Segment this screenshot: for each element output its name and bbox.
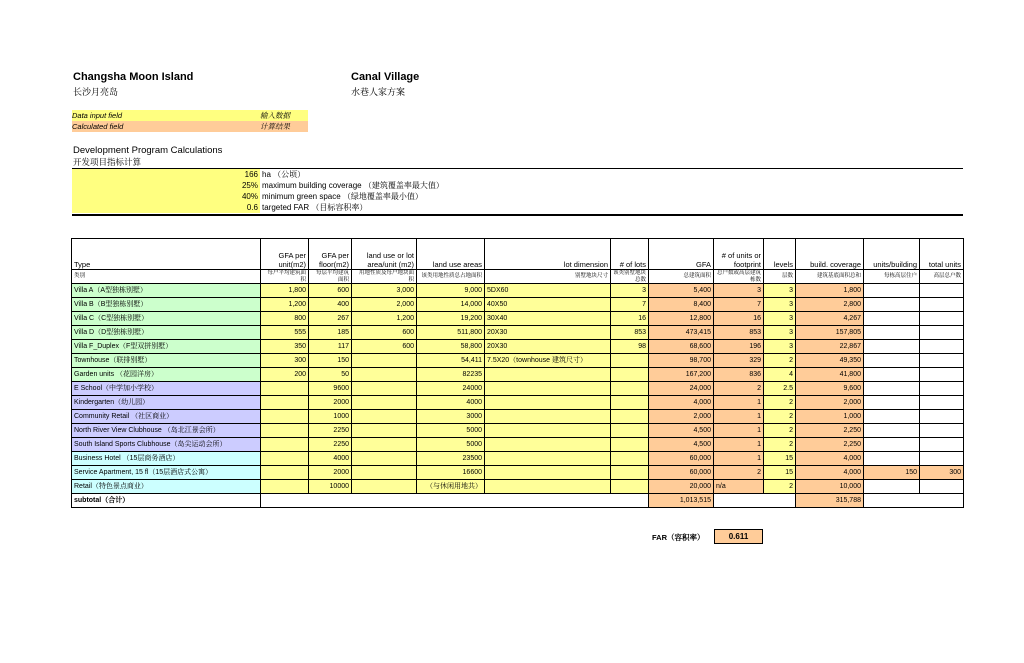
lot-count[interactable]: 853 [611, 326, 649, 340]
table-row [72, 326, 964, 340]
far-value: 0.611 [714, 529, 763, 544]
lot-dimension[interactable]: 5DX60 [485, 284, 611, 298]
build-coverage[interactable]: 4,000 [796, 466, 864, 480]
total-units[interactable] [920, 326, 964, 340]
row-type[interactable]: South Island Sports Clubhouse（岛尖运动会所） [72, 438, 261, 452]
divider-bottom [72, 214, 963, 216]
lot-count[interactable] [611, 466, 649, 480]
col-header: total units [920, 239, 964, 270]
units-per-building[interactable] [864, 298, 920, 312]
lot-area[interactable] [352, 452, 417, 466]
total-units[interactable] [920, 382, 964, 396]
lot-area[interactable] [352, 382, 417, 396]
col-header-cn: 层数 [764, 270, 796, 284]
col-header: GFA per unit(m2) [261, 239, 309, 270]
col-header: land use areas [417, 239, 485, 270]
lot-dimension[interactable]: 7.5X20（townhouse 建筑尺寸） [485, 354, 611, 368]
subtotal-label: subtotal（合计） [72, 494, 261, 508]
gfa-per-floor[interactable]: 2000 [309, 396, 352, 410]
row-type[interactable]: Villa C（C型独栋别墅） [72, 312, 261, 326]
unit-count[interactable]: 329 [714, 354, 764, 368]
lot-dimension[interactable] [485, 424, 611, 438]
total-units[interactable] [920, 368, 964, 382]
col-header: land use or lot area/unit (m2) [352, 239, 417, 270]
land-use-area[interactable]: 9,000 [417, 284, 485, 298]
col-header-cn: 建筑基底面积总和 [796, 270, 864, 284]
col-header: levels [764, 239, 796, 270]
lot-area[interactable]: 1,200 [352, 312, 417, 326]
levels[interactable]: 2 [764, 354, 796, 368]
build-coverage[interactable]: 2,000 [796, 396, 864, 410]
lot-area[interactable] [352, 480, 417, 494]
land-use-area[interactable]: 511,800 [417, 326, 485, 340]
table-row [72, 438, 964, 452]
land-use-area[interactable]: （与休闲用地共） [417, 480, 485, 494]
gfa-per-floor[interactable]: 117 [309, 340, 352, 354]
gfa[interactable]: 12,800 [649, 312, 714, 326]
gfa[interactable]: 167,200 [649, 368, 714, 382]
param-label: minimum green space （绿地覆盖率最小值） [262, 192, 423, 201]
lot-count[interactable]: 7 [611, 298, 649, 312]
build-coverage[interactable]: 1,800 [796, 284, 864, 298]
legend-calculated-label: Calculated field [72, 122, 124, 131]
table-row [72, 480, 964, 494]
row-type[interactable]: Community Retail （社区商业） [72, 410, 261, 424]
lot-area[interactable] [352, 466, 417, 480]
lot-dimension[interactable]: 20X30 [485, 326, 611, 340]
table-row [72, 340, 964, 354]
total-units[interactable] [920, 424, 964, 438]
param-label: ha （公顷） [262, 170, 306, 179]
gfa[interactable]: 5,400 [649, 284, 714, 298]
scheme-title-cn: 水巷人家方案 [351, 87, 406, 97]
units-per-building[interactable] [864, 368, 920, 382]
lot-count[interactable]: 3 [611, 284, 649, 298]
gfa-per-unit[interactable] [261, 452, 309, 466]
build-coverage[interactable]: 9,600 [796, 382, 864, 396]
lot-count[interactable] [611, 438, 649, 452]
legend-input [72, 110, 308, 121]
section-title-cn: 开发项目指标计算 [73, 157, 142, 167]
param-value[interactable]: 25% [72, 180, 260, 191]
param-site-area [72, 169, 963, 180]
land-use-area[interactable]: 19,200 [417, 312, 485, 326]
row-type[interactable]: Villa A（A型独栋别墅） [72, 284, 261, 298]
lot-count[interactable] [611, 480, 649, 494]
gfa-per-unit[interactable] [261, 382, 309, 396]
land-use-area[interactable]: 3000 [417, 410, 485, 424]
lot-area[interactable] [352, 424, 417, 438]
gfa-per-floor[interactable]: 1000 [309, 410, 352, 424]
levels[interactable]: 2.5 [764, 382, 796, 396]
gfa[interactable]: 4,500 [649, 424, 714, 438]
gfa[interactable]: 98,700 [649, 354, 714, 368]
row-type[interactable]: Retail（特色景点商业） [72, 480, 261, 494]
row-type[interactable]: Kindergarten（幼儿园） [72, 396, 261, 410]
subtotal-blank [261, 494, 649, 508]
levels[interactable]: 3 [764, 326, 796, 340]
legend-input-label: Data input field [72, 111, 123, 120]
build-coverage[interactable]: 22,867 [796, 340, 864, 354]
gfa-per-unit[interactable] [261, 466, 309, 480]
total-units[interactable]: 300 [920, 466, 964, 480]
gfa[interactable]: 2,000 [649, 410, 714, 424]
land-use-area[interactable]: 24000 [417, 382, 485, 396]
row-type[interactable]: Villa D（D型独栋别墅） [72, 326, 261, 340]
col-header-cn: 每户平均建筑面积 [261, 270, 309, 284]
gfa-per-unit[interactable]: 300 [261, 354, 309, 368]
header-row [72, 239, 964, 270]
table-row [72, 368, 964, 382]
unit-count[interactable]: n/a [714, 480, 764, 494]
total-units[interactable] [920, 284, 964, 298]
param-green-space [72, 191, 963, 202]
gfa-per-unit[interactable]: 555 [261, 326, 309, 340]
unit-count[interactable]: 16 [714, 312, 764, 326]
unit-count[interactable]: 2 [714, 466, 764, 480]
table-row [72, 382, 964, 396]
gfa[interactable]: 8,400 [649, 298, 714, 312]
gfa-per-floor[interactable]: 185 [309, 326, 352, 340]
gfa-per-floor[interactable]: 50 [309, 368, 352, 382]
levels[interactable]: 2 [764, 396, 796, 410]
table-row [72, 312, 964, 326]
legend-calculated-cn: 计算结果 [260, 122, 290, 131]
gfa[interactable]: 473,415 [649, 326, 714, 340]
levels[interactable]: 3 [764, 312, 796, 326]
units-per-building[interactable] [864, 480, 920, 494]
param-far [72, 202, 963, 213]
param-value[interactable]: 0.6 [72, 202, 260, 213]
lot-area[interactable] [352, 354, 417, 368]
unit-count[interactable]: 2 [714, 382, 764, 396]
col-header-cn: 高层总户数 [920, 270, 964, 284]
table-row [72, 298, 964, 312]
param-value[interactable]: 166 [72, 169, 260, 180]
gfa-per-unit[interactable]: 800 [261, 312, 309, 326]
col-header: GFA per floor(m2) [309, 239, 352, 270]
lot-area[interactable]: 600 [352, 340, 417, 354]
subtotal-blank [864, 494, 964, 508]
levels[interactable]: 3 [764, 340, 796, 354]
col-header: units/building [864, 239, 920, 270]
land-use-area[interactable]: 54,411 [417, 354, 485, 368]
table-row [72, 452, 964, 466]
col-header: lot dimension [485, 239, 611, 270]
levels[interactable]: 15 [764, 466, 796, 480]
gfa[interactable]: 24,000 [649, 382, 714, 396]
param-label: maximum building coverage （建筑覆盖率最大值） [262, 181, 444, 190]
gfa-per-unit[interactable]: 200 [261, 368, 309, 382]
gfa-per-floor[interactable]: 150 [309, 354, 352, 368]
section-title: Development Program Calculations [73, 145, 223, 156]
row-type[interactable]: Garden units （花园洋房） [72, 368, 261, 382]
total-units[interactable] [920, 312, 964, 326]
units-per-building[interactable] [864, 340, 920, 354]
gfa[interactable]: 20,000 [649, 480, 714, 494]
gfa-per-unit[interactable]: 350 [261, 340, 309, 354]
units-per-building[interactable] [864, 452, 920, 466]
table-row [72, 396, 964, 410]
units-per-building[interactable] [864, 284, 920, 298]
unit-count[interactable]: 1 [714, 396, 764, 410]
unit-count[interactable]: 1 [714, 438, 764, 452]
col-header: # of units or footprint [714, 239, 764, 270]
levels[interactable]: 4 [764, 368, 796, 382]
build-coverage[interactable]: 10,000 [796, 480, 864, 494]
lot-dimension[interactable]: 40X50 [485, 298, 611, 312]
gfa-per-floor[interactable]: 10000 [309, 480, 352, 494]
row-type[interactable]: Business Hotel （15层商务酒店） [72, 452, 261, 466]
total-units[interactable] [920, 340, 964, 354]
unit-count[interactable]: 196 [714, 340, 764, 354]
row-type[interactable]: E School（中学加小学校） [72, 382, 261, 396]
lot-area[interactable]: 600 [352, 326, 417, 340]
gfa-per-unit[interactable]: 1,800 [261, 284, 309, 298]
col-header: # of lots [611, 239, 649, 270]
units-per-building[interactable] [864, 382, 920, 396]
build-coverage[interactable]: 1,000 [796, 410, 864, 424]
levels[interactable]: 3 [764, 284, 796, 298]
lot-area[interactable] [352, 410, 417, 424]
col-header-cn: 用地性质及每户地块面积 [352, 270, 417, 284]
col-header-cn: 总户数或高层建筑栋数 [714, 270, 764, 284]
gfa-per-floor[interactable]: 2000 [309, 466, 352, 480]
col-header-cn: 总建筑面积 [649, 270, 714, 284]
table-row [72, 284, 964, 298]
lot-count[interactable] [611, 354, 649, 368]
build-coverage[interactable]: 4,000 [796, 452, 864, 466]
land-use-area[interactable]: 23500 [417, 452, 485, 466]
col-header-cn: 每层平均建筑面积 [309, 270, 352, 284]
gfa-per-unit[interactable] [261, 410, 309, 424]
levels[interactable]: 3 [764, 298, 796, 312]
land-use-area[interactable]: 58,800 [417, 340, 485, 354]
lot-count[interactable] [611, 424, 649, 438]
lot-dimension[interactable]: 30X40 [485, 312, 611, 326]
far-label: FAR（容积率） [652, 533, 705, 542]
levels[interactable]: 2 [764, 410, 796, 424]
unit-count[interactable]: 853 [714, 326, 764, 340]
table-row [72, 410, 964, 424]
gfa-per-floor[interactable]: 400 [309, 298, 352, 312]
gfa-per-floor[interactable]: 4000 [309, 452, 352, 466]
param-label: targeted FAR （目标容积率） [262, 203, 368, 212]
param-value[interactable]: 40% [72, 191, 260, 202]
unit-count[interactable]: 836 [714, 368, 764, 382]
land-use-area[interactable]: 4000 [417, 396, 485, 410]
lot-dimension[interactable] [485, 466, 611, 480]
levels[interactable]: 2 [764, 424, 796, 438]
table-row [72, 354, 964, 368]
units-per-building[interactable] [864, 312, 920, 326]
gfa-per-floor[interactable]: 600 [309, 284, 352, 298]
gfa-per-floor[interactable]: 2250 [309, 438, 352, 452]
units-per-building[interactable] [864, 396, 920, 410]
land-use-area[interactable]: 16600 [417, 466, 485, 480]
lot-area[interactable]: 2,000 [352, 298, 417, 312]
gfa[interactable]: 60,000 [649, 452, 714, 466]
gfa-per-floor[interactable]: 2250 [309, 424, 352, 438]
gfa-per-unit[interactable] [261, 480, 309, 494]
total-units[interactable] [920, 298, 964, 312]
total-units[interactable] [920, 410, 964, 424]
legend-input-cn: 输入数据 [260, 111, 290, 120]
lot-dimension[interactable] [485, 396, 611, 410]
levels[interactable]: 15 [764, 452, 796, 466]
lot-dimension[interactable] [485, 452, 611, 466]
levels[interactable]: 2 [764, 438, 796, 452]
lot-count[interactable] [611, 410, 649, 424]
lot-area[interactable] [352, 368, 417, 382]
lot-dimension[interactable] [485, 438, 611, 452]
col-header-cn: 类别 [72, 270, 261, 284]
subtotal-row [72, 494, 964, 508]
gfa-per-unit[interactable] [261, 438, 309, 452]
lot-count[interactable] [611, 452, 649, 466]
total-units[interactable] [920, 480, 964, 494]
units-per-building[interactable] [864, 424, 920, 438]
lot-count[interactable]: 98 [611, 340, 649, 354]
gfa[interactable]: 60,000 [649, 466, 714, 480]
unit-count[interactable]: 7 [714, 298, 764, 312]
lot-area[interactable]: 3,000 [352, 284, 417, 298]
land-use-area[interactable]: 5000 [417, 438, 485, 452]
unit-count[interactable]: 3 [714, 284, 764, 298]
lot-dimension[interactable] [485, 480, 611, 494]
units-per-building[interactable] [864, 438, 920, 452]
row-type[interactable]: Villa B（B型独栋别墅） [72, 298, 261, 312]
lot-count[interactable] [611, 382, 649, 396]
lot-dimension[interactable] [485, 368, 611, 382]
subtotal-gfa[interactable]: 1,013,515 [649, 494, 714, 508]
total-units[interactable] [920, 438, 964, 452]
unit-count[interactable]: 1 [714, 424, 764, 438]
program-table [71, 238, 964, 508]
levels[interactable]: 2 [764, 480, 796, 494]
gfa-per-unit[interactable] [261, 424, 309, 438]
project-title: Changsha Moon Island [73, 71, 194, 83]
gfa-per-unit[interactable] [261, 396, 309, 410]
unit-count[interactable]: 1 [714, 452, 764, 466]
units-per-building[interactable]: 150 [864, 466, 920, 480]
param-coverage [72, 180, 963, 191]
unit-count[interactable]: 1 [714, 410, 764, 424]
build-coverage[interactable]: 157,805 [796, 326, 864, 340]
gfa[interactable]: 4,000 [649, 396, 714, 410]
gfa[interactable]: 68,600 [649, 340, 714, 354]
lot-dimension[interactable] [485, 382, 611, 396]
lot-count[interactable] [611, 368, 649, 382]
lot-dimension[interactable]: 20X30 [485, 340, 611, 354]
build-coverage[interactable]: 49,350 [796, 354, 864, 368]
lot-area[interactable] [352, 396, 417, 410]
col-header-cn: 别墅地块尺寸 [485, 270, 611, 284]
subtotal-blank [714, 494, 796, 508]
header-row-cn [72, 270, 964, 284]
col-header-cn: 该类别墅地块总数 [611, 270, 649, 284]
row-type[interactable]: Villa F_Duplex（F型双拼别墅） [72, 340, 261, 354]
row-type[interactable]: North River View Clubhouse （岛北江景会所） [72, 424, 261, 438]
legend-calculated [72, 121, 308, 132]
project-title-cn: 长沙月亮岛 [73, 87, 119, 97]
units-per-building[interactable] [864, 410, 920, 424]
gfa-per-floor[interactable]: 9600 [309, 382, 352, 396]
col-header: build. coverage [796, 239, 864, 270]
total-units[interactable] [920, 396, 964, 410]
gfa-per-floor[interactable]: 267 [309, 312, 352, 326]
total-units[interactable] [920, 452, 964, 466]
units-per-building[interactable] [864, 326, 920, 340]
build-coverage[interactable]: 41,800 [796, 368, 864, 382]
land-use-area[interactable]: 82235 [417, 368, 485, 382]
land-use-area[interactable]: 14,000 [417, 298, 485, 312]
col-header-cn: 该类用地性质总占地面积 [417, 270, 485, 284]
scheme-title: Canal Village [351, 71, 420, 83]
build-coverage[interactable]: 4,267 [796, 312, 864, 326]
total-units[interactable] [920, 354, 964, 368]
lot-count[interactable] [611, 396, 649, 410]
lot-dimension[interactable] [485, 410, 611, 424]
row-type[interactable]: Service Apartment, 15 fl（15层酒店式公寓） [72, 466, 261, 480]
col-header: Type [72, 239, 261, 270]
lot-count[interactable]: 16 [611, 312, 649, 326]
col-header: GFA [649, 239, 714, 270]
table-row [72, 424, 964, 438]
gfa[interactable]: 4,500 [649, 438, 714, 452]
build-coverage[interactable]: 2,250 [796, 438, 864, 452]
build-coverage[interactable]: 2,800 [796, 298, 864, 312]
subtotal-coverage[interactable]: 315,788 [796, 494, 864, 508]
row-type[interactable]: Townhouse（联排别墅） [72, 354, 261, 368]
table-row [72, 466, 964, 480]
build-coverage[interactable]: 2,250 [796, 424, 864, 438]
col-header-cn: 每栋高层住户 [864, 270, 920, 284]
lot-area[interactable] [352, 438, 417, 452]
units-per-building[interactable] [864, 354, 920, 368]
land-use-area[interactable]: 5000 [417, 424, 485, 438]
gfa-per-unit[interactable]: 1,200 [261, 298, 309, 312]
